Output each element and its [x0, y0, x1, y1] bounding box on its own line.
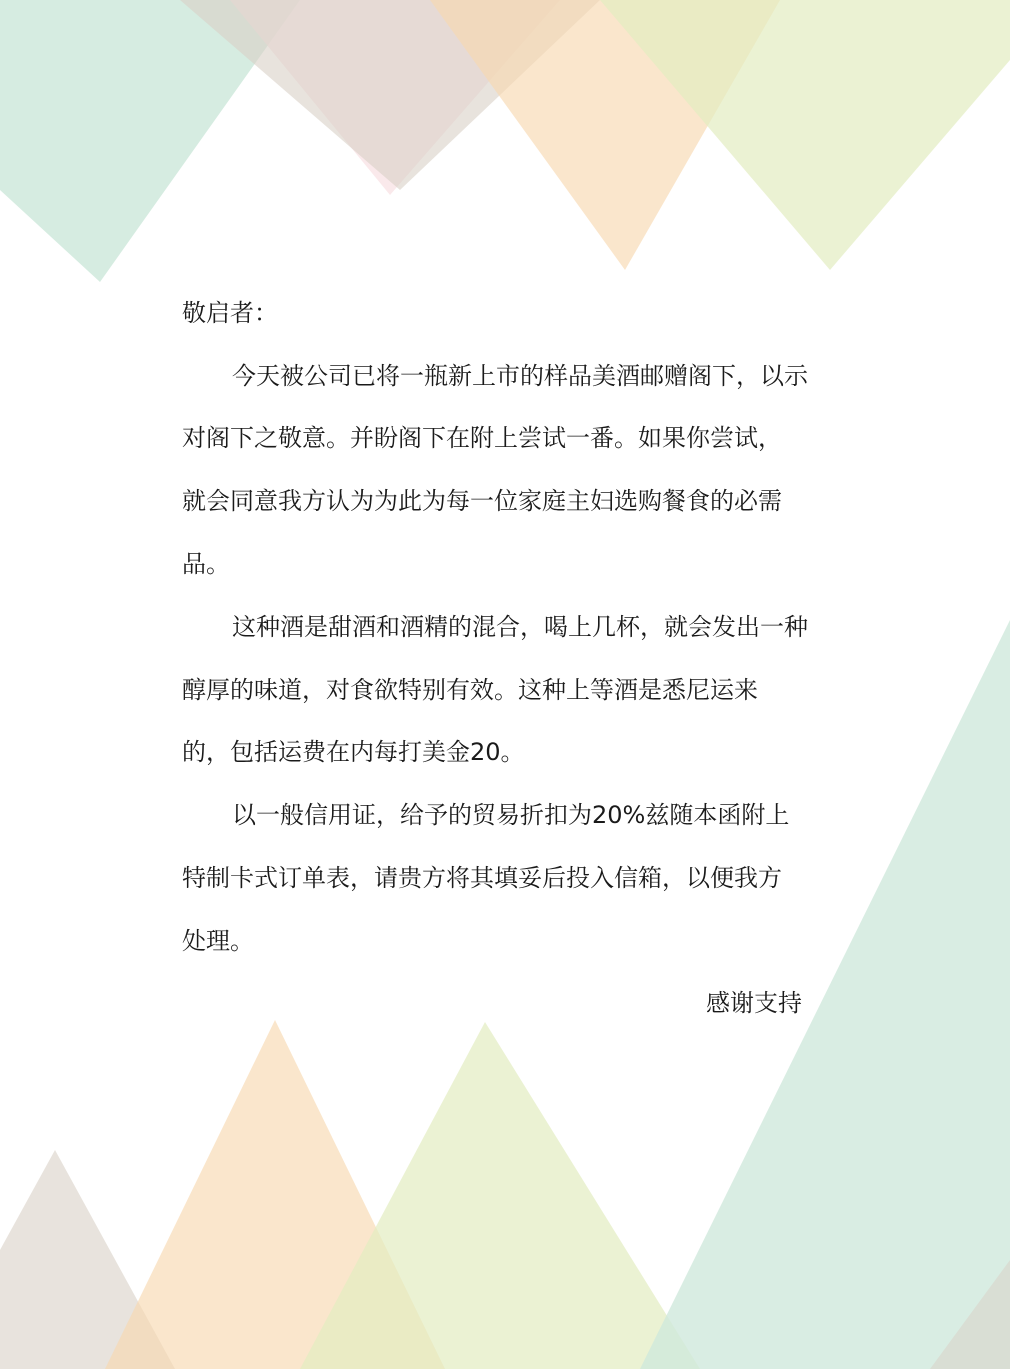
paragraph-1-line-4: 品。: [182, 550, 230, 578]
paragraph-2-line-3: 的，包括运费在内每打美金20。: [182, 738, 525, 766]
paragraph-3-line-3: 处理。: [182, 927, 254, 955]
paragraph-2-line-2: 醇厚的味道，对食欲特别有效。这种上等酒是悉尼运来: [182, 676, 758, 704]
salutation: 敬启者：: [182, 299, 278, 327]
paragraph-1-line-2: 对阁下之敬意。并盼阁下在附上尝试一番。如果你尝试，: [182, 424, 782, 452]
closing-signature: 感谢支持: [706, 989, 802, 1017]
paragraph-2-line-1: 这种酒是甜酒和酒精的混合，喝上几杯，就会发出一种: [232, 613, 808, 641]
paragraph-3-line-1: 以一般信用证，给予的贸易折扣为20%兹随本函附上: [232, 801, 790, 829]
paragraph-3-line-2: 特制卡式订单表，请贵方将其填妥后投入信箱，以便我方: [182, 864, 782, 892]
paragraph-1-line-3: 就会同意我方认为为此为每一位家庭主妇选购餐食的必需: [182, 487, 782, 515]
paragraph-1-line-1: 今天被公司已将一瓶新上市的样品美酒邮赠阁下，以示: [232, 362, 808, 390]
bottom-mint-triangle: [640, 620, 1010, 1369]
